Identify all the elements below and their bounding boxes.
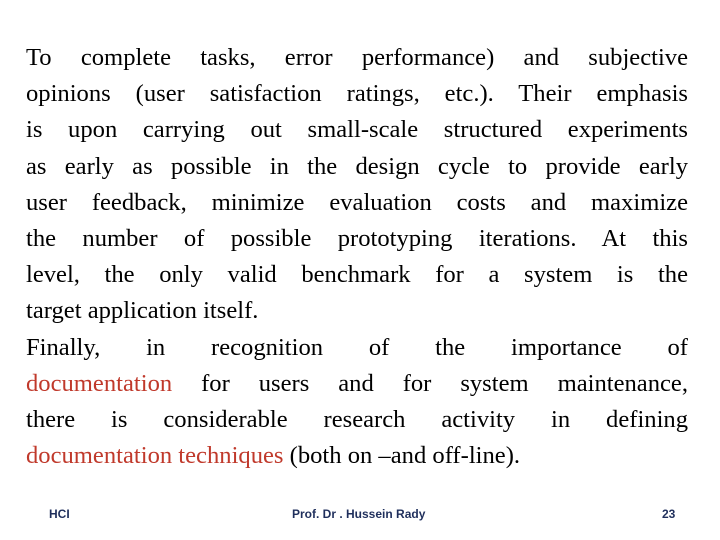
body-line-with-highlight xyxy=(26,438,688,474)
body-line: the number of possible prototyping iterations. At this xyxy=(26,225,688,253)
body-text-segment: (both on –and off-line). xyxy=(283,442,521,470)
body-line: level, the only valid benchmark for a system is the xyxy=(26,261,688,289)
footer-course-label: HCI xyxy=(49,507,70,521)
body-line: as early as possible in the design cycle to provide early xyxy=(26,152,688,180)
body-line: Finally, in recognition of the importance of xyxy=(26,333,688,361)
body-line: there is considerable research activity in defining xyxy=(26,406,688,434)
body-line: target application itself. xyxy=(26,297,259,325)
body-line-with-highlight xyxy=(26,366,688,402)
body-line: user feedback, minimize evaluation costs and maximize xyxy=(26,188,688,216)
body-line: To complete tasks, error performance) and subjective xyxy=(26,44,688,71)
highlighted-term: documentation techniques xyxy=(26,442,284,470)
footer-page-number: 23 xyxy=(662,507,676,521)
highlighted-term: documentation xyxy=(26,369,173,397)
body-line: is upon carrying out small-scale structured experiments xyxy=(26,116,688,144)
slide-body-text xyxy=(26,40,688,474)
body-line: opinions (user satisfaction ratings, etc.). Their emphasis xyxy=(26,80,688,108)
footer-author: Prof. Dr . Hussein Rady xyxy=(292,507,426,521)
body-text-segment: for users and for system maintenance, xyxy=(172,369,688,397)
